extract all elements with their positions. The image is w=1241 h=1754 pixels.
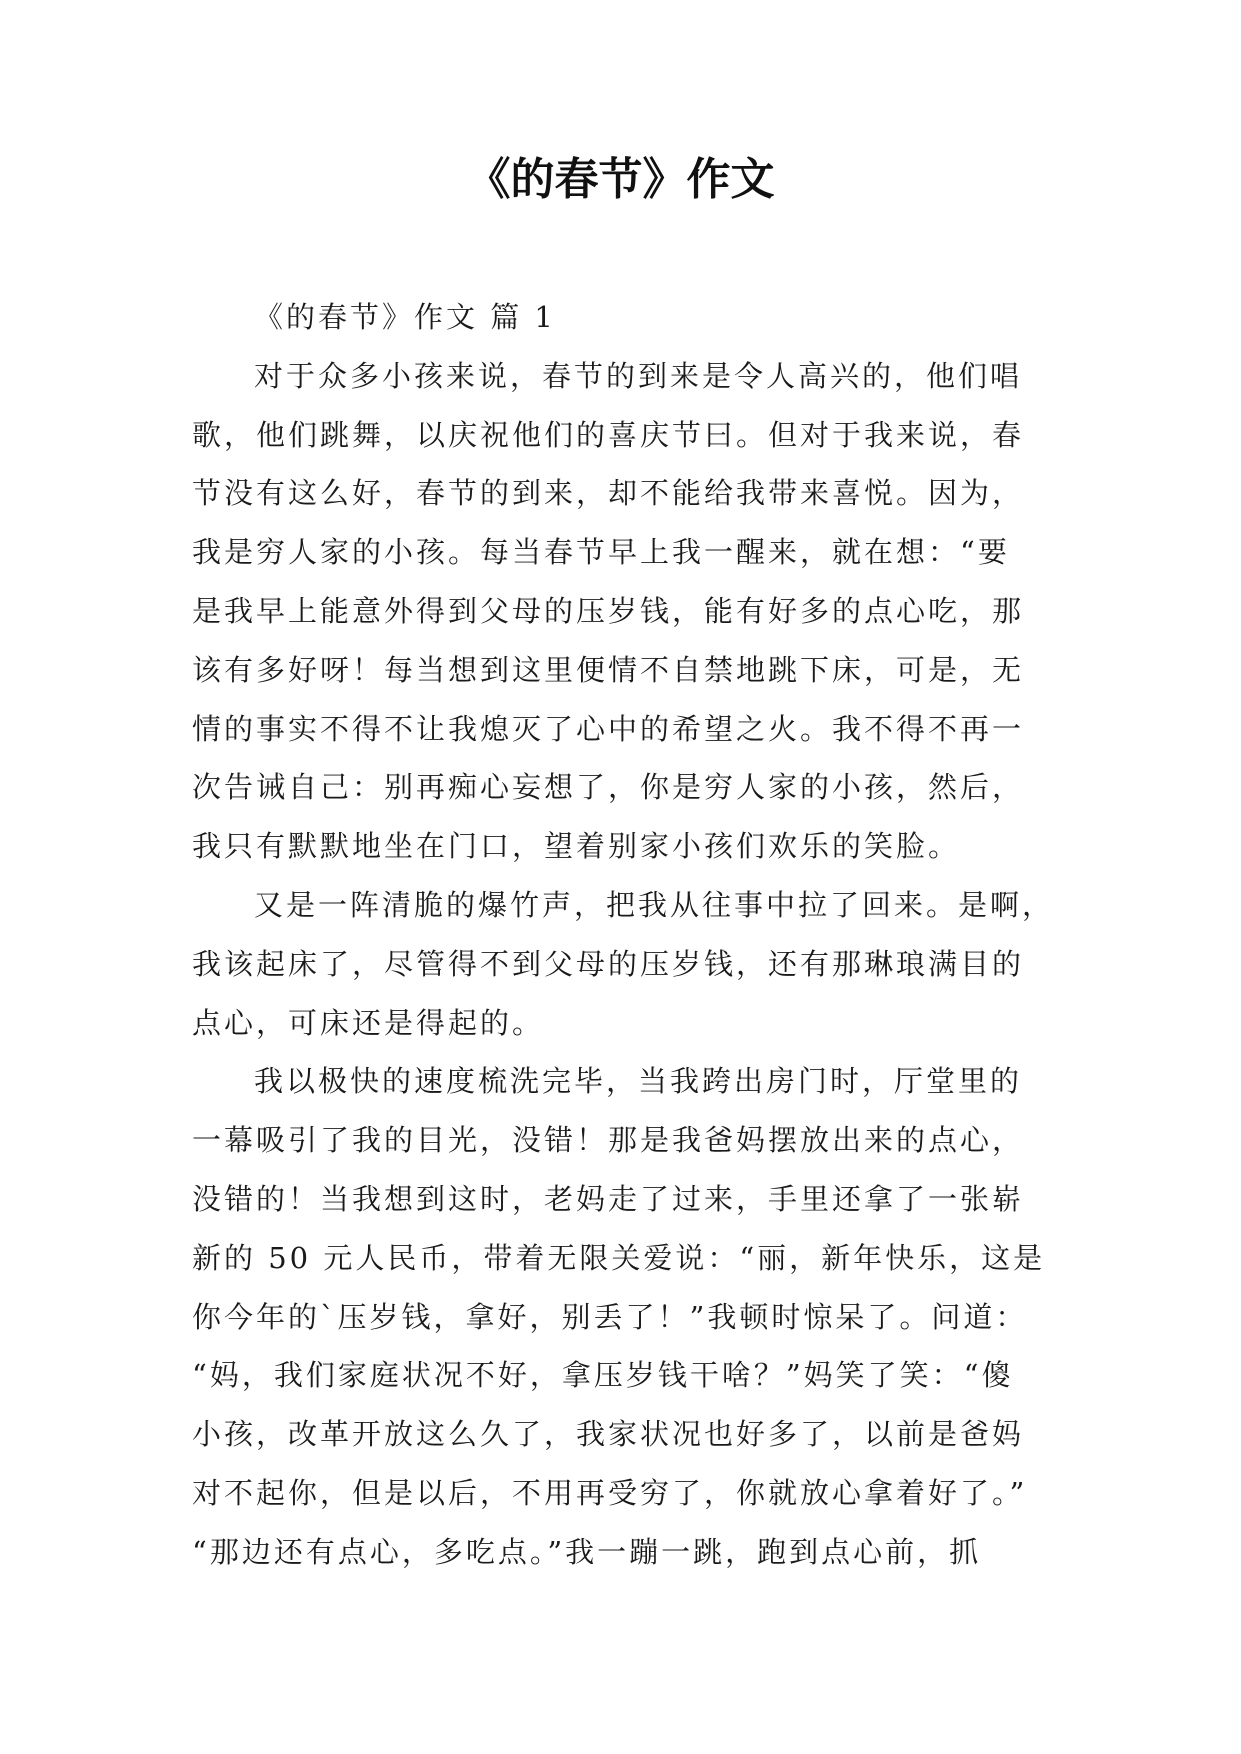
paragraph [192,1052,1092,1581]
section-heading: 《的春节》作文 篇 1 [254,300,556,334]
paragraph-line: 该有多好呀！每当想到这里便情不自禁地跳下床，可是，无 [192,652,1025,687]
paragraph-line: 我只有默默地坐在门口，望着别家小孩们欢乐的笑脸。 [192,829,961,864]
paragraph-line: “那边还有点心，多吃点。”我一蹦一跳，跑到点心前，抓 [192,1534,982,1569]
document-body [192,288,1092,1582]
paragraph [192,347,1092,876]
paragraph-line: 我以极快的速度梳洗完毕，当我跨出房门时，厅堂里的 [254,1064,1023,1099]
paragraph-line: 对不起你，但是以后，不用再受穷了，你就放心拿着好了。” [192,1475,1028,1510]
paragraph-line: 小孩，改革开放这么久了，我家状况也好多了，以前是爸妈 [192,1417,1025,1452]
paragraph-line: 歌，他们跳舞，以庆祝他们的喜庆节曰。但对于我来说，春 [192,417,1025,452]
paragraph-line: 我是穷人家的小孩。每当春节早上我一醒来，就在想：“要 [192,535,1010,570]
paragraph-line: 你今年的`压岁钱，拿好，别丢了！”我顿时惊呆了。问道： [192,1299,1028,1334]
paragraph-line: 点心，可床还是得起的。 [192,1005,545,1040]
paragraph-line: 是我早上能意外得到父母的压岁钱，能有好多的点心吃，那 [192,593,1025,628]
paragraph-line: 对于众多小孩来说，春节的到来是令人高兴的，他们唱 [254,358,1023,393]
paragraph-line: 次告诫自己：别再痴心妄想了，你是穷人家的小孩，然后， [192,770,1025,805]
paragraph-line: 节没有这么好，春节的到来，却不能给我带来喜悦。因为， [192,476,1025,511]
paragraph-line: 新的 50 元人民币，带着无限关爱说：“丽，新年快乐，这是 [192,1240,1046,1275]
paragraph-line: “妈，我们家庭状况不好，拿压岁钱干啥？”妈笑了笑：“傻 [192,1358,1014,1393]
paragraph-line: 一幕吸引了我的目光，没错！那是我爸妈摆放出来的点心， [192,1123,1025,1158]
paragraph-line: 情的事实不得不让我熄灭了心中的希望之火。我不得不再一 [192,711,1025,746]
paragraph-line: 又是一阵清脆的爆竹声，把我从往事中拉了回来。是啊， [254,887,1055,922]
paragraph-line: 我该起床了，尽管得不到父母的压岁钱，还有那琳琅满目的 [192,946,1025,981]
document-title: 《的春节》作文 [466,154,775,205]
paragraph-line: 没错的！当我想到这时，老妈走了过来，手里还拿了一张崭 [192,1181,1025,1216]
paragraph [192,876,1092,1052]
